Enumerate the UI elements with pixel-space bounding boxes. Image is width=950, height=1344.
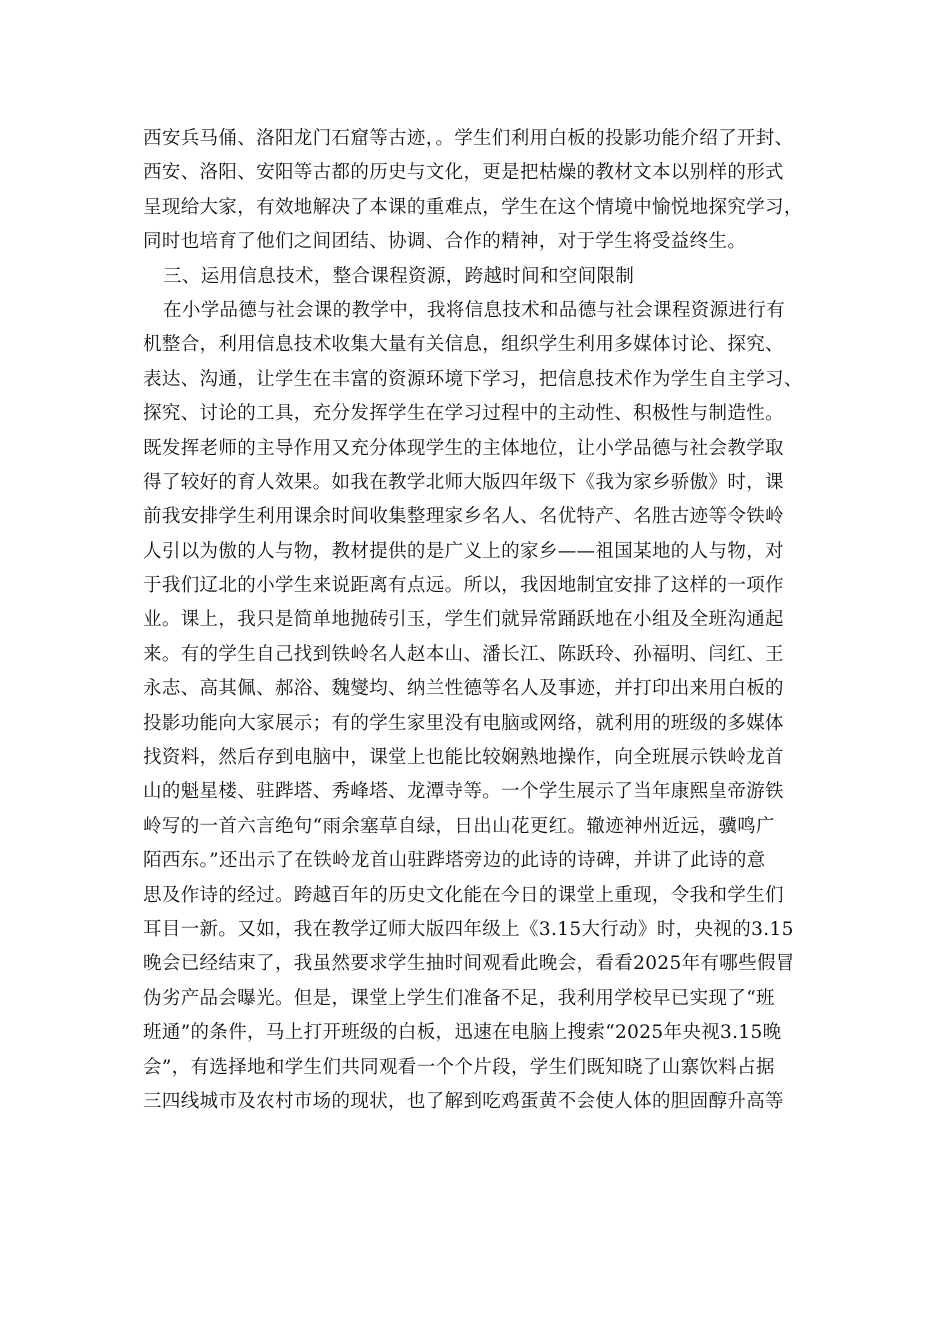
text-line: 探究、讨论的工具，充分发挥学生在学习过程中的主动性、积极性与制造性。 [143, 403, 784, 425]
body-text [143, 122, 813, 1119]
text-line: 找资料，然后存到电脑中，课堂上也能比较娴熟地操作，向全班展示铁岭龙首 [143, 747, 784, 769]
text-line: 同时也培育了他们之间团结、协调、合作的精神，对于学生将受益终生。 [143, 231, 747, 253]
text-line: 呈现给大家，有效地解决了本课的重难点，学生在这个情境中愉悦地探究学习， [143, 196, 803, 218]
text-line: 会”，有选择地和学生们共同观看一个个片段，学生们既知晓了山寨饮料占据 [143, 1056, 775, 1078]
text-line: 山的魁星楼、驻跸塔、秀峰塔、龙潭寺等。一个学生展示了当年康熙皇帝游铁 [143, 781, 784, 803]
text-line: 晚会已经结束了，我虽然要求学生抽时间观看此晚会，看看2025年有哪些假冒 [143, 953, 795, 975]
text-line: 班通”的条件，马上打开班级的白板，迅速在电脑上搜索“2025年央视3.15晚 [143, 1022, 782, 1044]
text-line: 业。课上，我只是简单地抛砖引玉，学生们就异常踊跃地在小组及全班沟通起 [143, 609, 784, 631]
text-line: 岭写的一首六言绝句“雨余塞草自绿，日出山花更红。辙迹神州近远，骥鸣广 [143, 815, 775, 837]
text-line: 永志、高其佩、郝浴、魏燮均、纳兰性德等名人及事迹，并打印出来用白板的 [143, 678, 784, 700]
text-line: 陌西东。”还出示了在铁岭龙首山驻跸塔旁边的此诗的诗碑，并讲了此诗的意 [143, 850, 766, 872]
paragraph-first-line: 在小学品德与社会课的教学中，我将信息技术和品德与社会课程资源进行有 [163, 299, 786, 321]
text-line: 西安兵马俑、洛阳龙门石窟等古迹，。学生们利用白板的投影功能介绍了开封、 [143, 128, 794, 149]
text-line: 思及作诗的经过。跨越百年的历史文化能在今日的课堂上重现，令我和学生们 [143, 884, 784, 906]
text-line: 于我们辽北的小学生来说距离有点远。所以，我因地制宜安排了这样的一项作 [143, 575, 784, 597]
text-line: 伪劣产品会曝光。但是，课堂上学生们准备不足，我利用学校早已实现了“班 [143, 987, 775, 1009]
text-line: 耳目一新。又如，我在教学辽师大版四年级上《3.15大行动》时，央视的3.15 [143, 918, 794, 940]
text-line: 表达、沟通，让学生在丰富的资源环境下学习，把信息技术作为学生自主学习、 [143, 368, 803, 390]
text-line: 三四线城市及农村市场的现状，也了解到吃鸡蛋黄不会使人体的胆固醇升高等 [143, 1090, 784, 1112]
text-line: 来。有的学生自己找到铁岭名人赵本山、潘长江、陈跃玲、孙福明、闫红、王 [143, 643, 784, 665]
text-line: 机整合，利用信息技术收集大量有关信息，组织学生利用多媒体讨论、探究、 [143, 334, 784, 356]
text-line: 西安、洛阳、安阳等古都的历史与文化，更是把枯燥的教材文本以别样的形式 [143, 162, 784, 184]
text-line: 投影功能向大家展示；有的学生家里没有电脑或网络，就利用的班级的多媒体 [143, 712, 784, 734]
text-line: 人引以为傲的人与物，教材提供的是广义上的家乡——祖国某地的人与物，对 [143, 540, 784, 562]
text-line: 既发挥老师的主导作用又充分体现学生的主体地位，让小学品德与社会教学取 [143, 437, 784, 459]
text-line: 前我安排学生利用课余时间收集整理家乡名人、名优特产、名胜古迹等令铁岭 [143, 506, 784, 528]
text-line: 得了较好的育人效果。如我在教学北师大版四年级下《我为家乡骄傲》时，课 [143, 471, 784, 493]
section-heading: 三、运用信息技术，整合课程资源，跨越时间和空间限制 [163, 265, 635, 287]
